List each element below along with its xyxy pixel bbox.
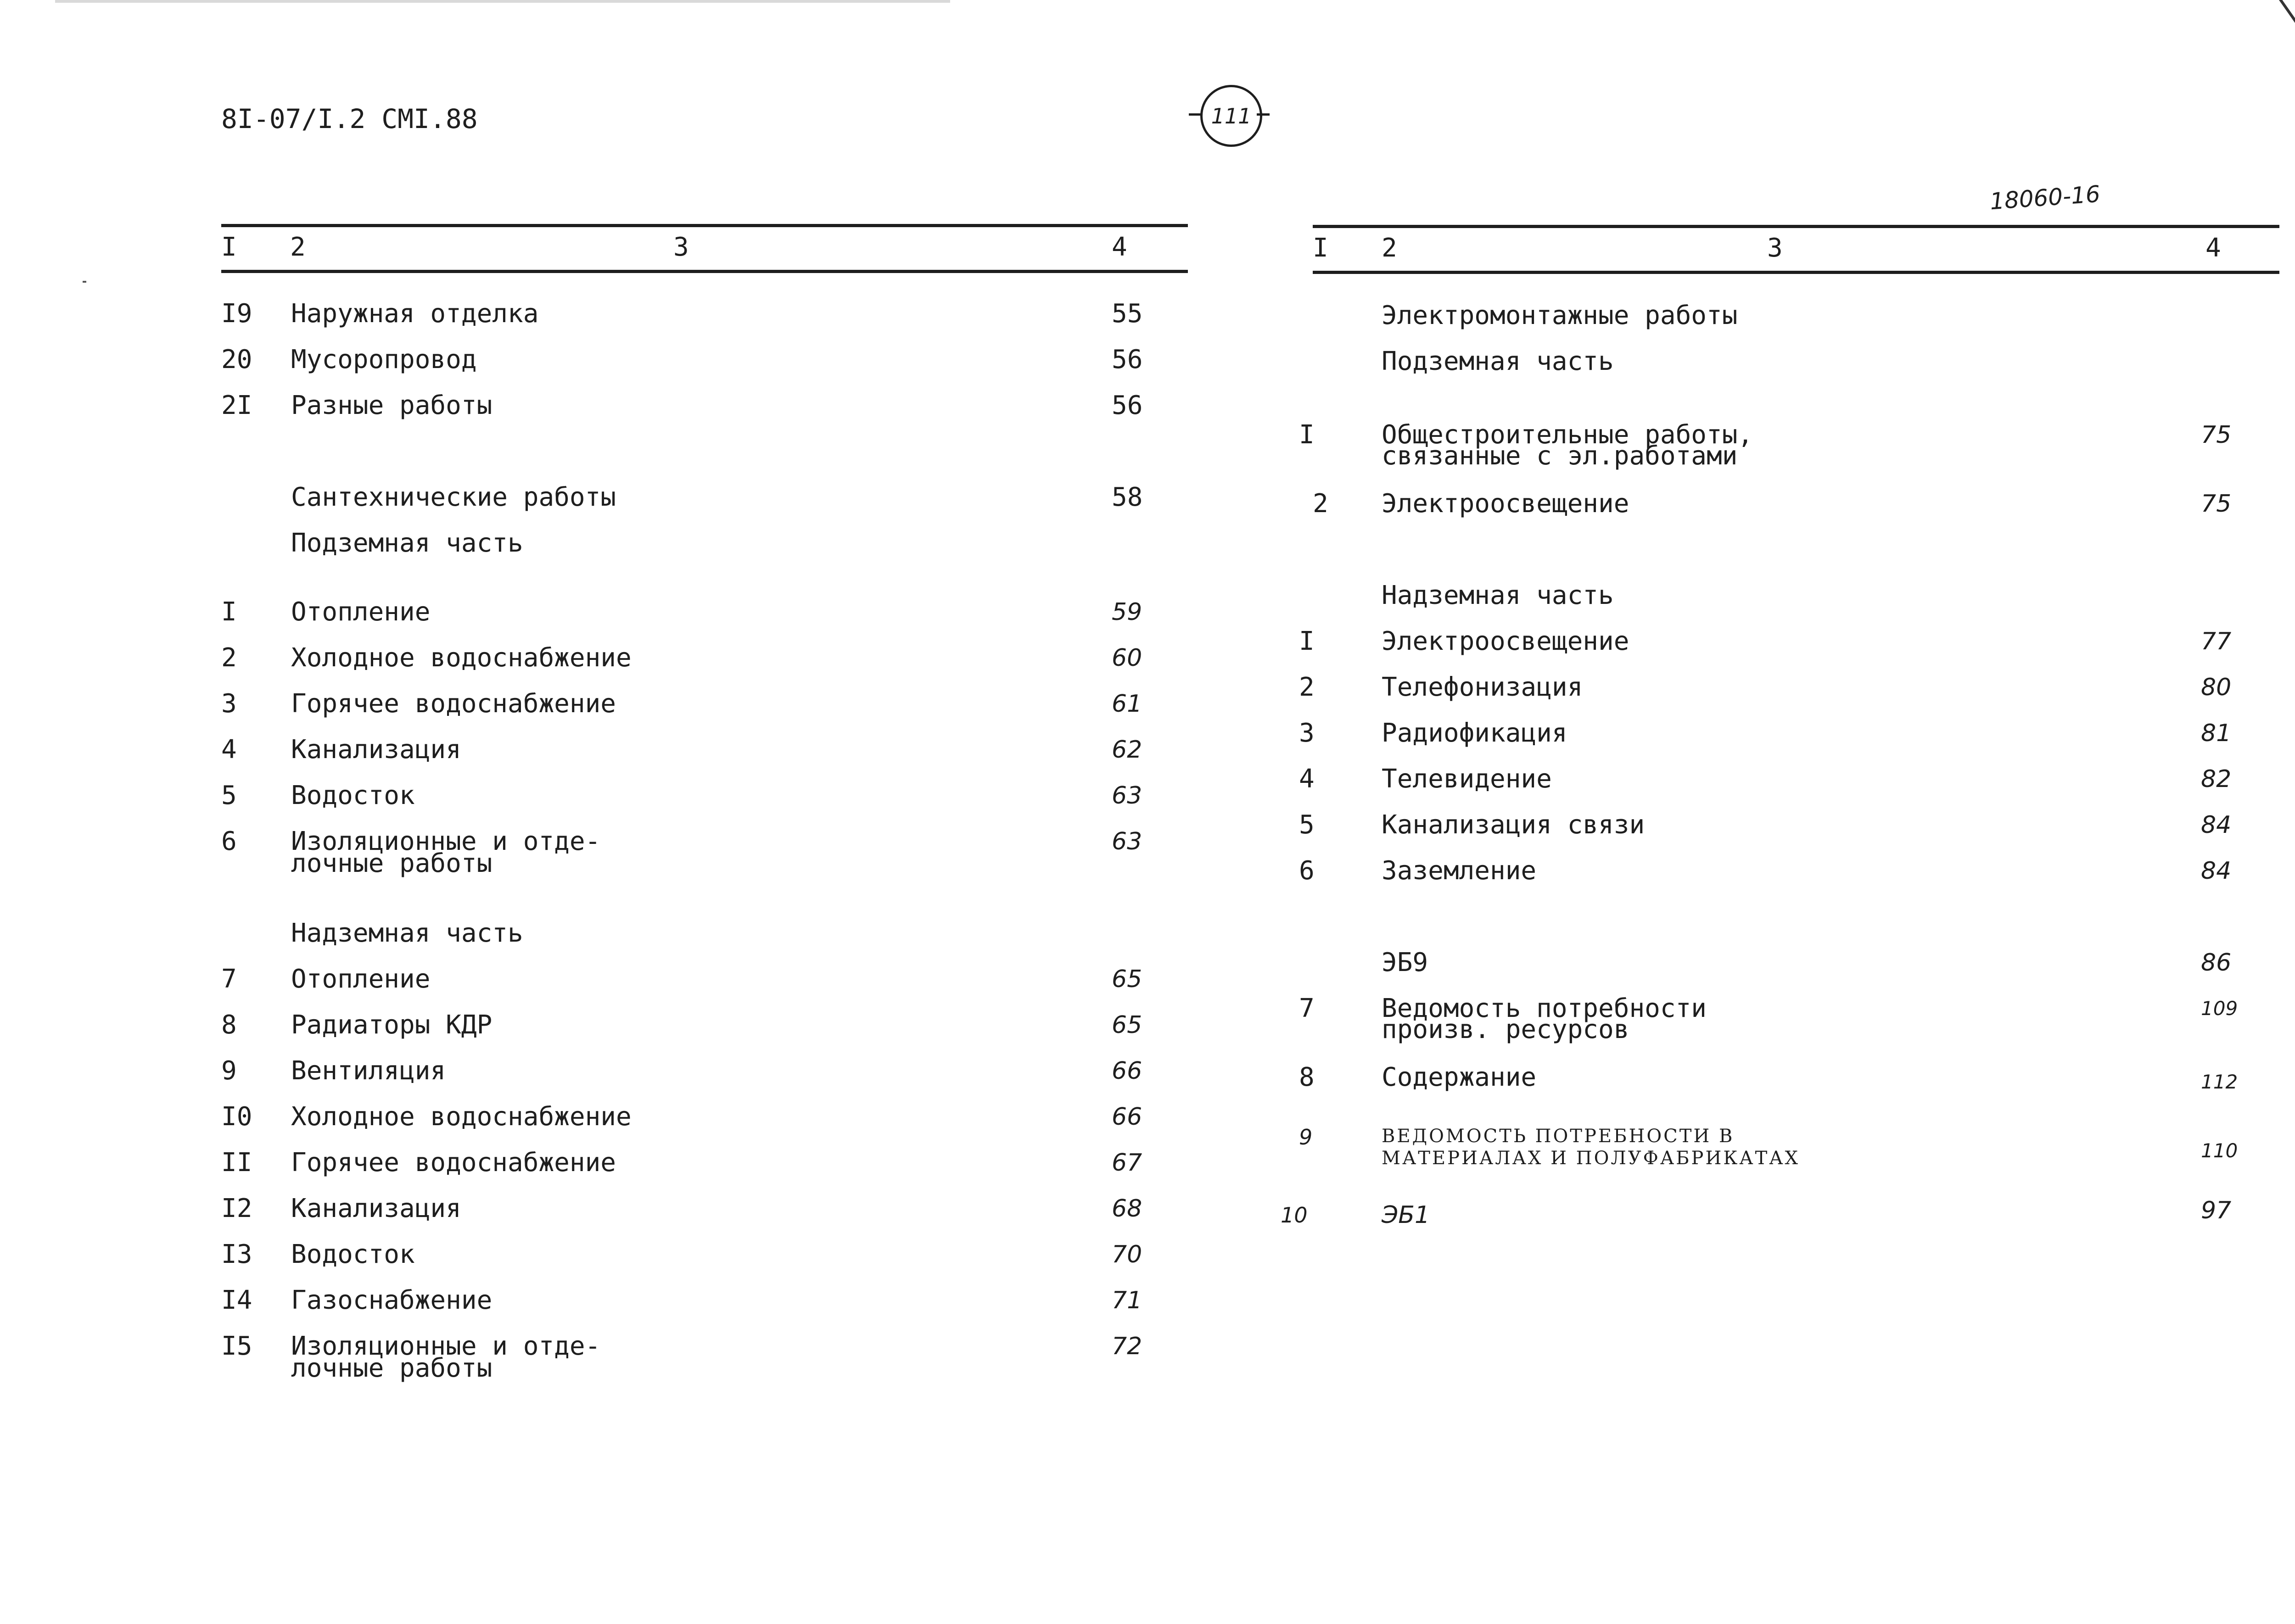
row-number: I3 [221, 1239, 252, 1269]
row-number: 8 [221, 1010, 237, 1040]
table-top-rule [221, 224, 1188, 227]
handwritten-note: 18060-16 [1989, 180, 2101, 215]
row-title: Канализация [291, 735, 461, 765]
subsection-heading: Надземная часть [291, 918, 523, 948]
table-header-rule [221, 270, 1188, 273]
table-header-rule [1313, 271, 2279, 274]
row-title: Электроосвещение [1382, 626, 1629, 656]
table-top-rule [1313, 225, 2279, 228]
row-title: ВЕДОМОСТЬ ПОТРЕБНОСТИ В [1382, 1126, 1735, 1147]
row-number: 7 [1299, 993, 1315, 1023]
row-page: 84 [2201, 857, 2232, 885]
row-number: I2 [221, 1194, 252, 1223]
row-page: 84 [2201, 811, 2232, 839]
row-number: 2 [1299, 672, 1315, 702]
row-number: 20 [221, 345, 252, 374]
row-title: Отопление [291, 597, 431, 627]
row-page: 56 [1112, 391, 1143, 420]
row-number: 8 [1299, 1062, 1315, 1092]
row-title: ЭБ1 [1382, 1201, 1430, 1229]
page-number-stamp [1189, 85, 1269, 149]
row-number: I [1299, 420, 1315, 450]
row-number: 9 [221, 1056, 237, 1086]
row-page: 75 [2201, 490, 2232, 518]
row-title: Телефонизация [1382, 672, 1583, 702]
row-page: 72 [1112, 1333, 1142, 1360]
row-page: 109 [2201, 997, 2238, 1020]
row-number: 2 [1313, 489, 1328, 519]
row-page: 65 [1112, 1011, 1142, 1039]
row-page: 68 [1112, 1195, 1142, 1222]
column-header-4: 4 [1112, 232, 1127, 262]
row-title: Канализация [291, 1194, 461, 1223]
row-number: 10 [1281, 1203, 1308, 1228]
row-title: Изоляционные и отде- [291, 826, 601, 856]
row-page: 75 [2201, 421, 2232, 449]
row-title: Газоснабжение [291, 1285, 493, 1315]
row-title-continuation: МАТЕРИАЛАХ И ПОЛУФАБРИКАТАХ [1382, 1148, 1800, 1169]
row-title: Радиаторы КДР [291, 1010, 493, 1040]
row-page: 66 [1112, 1103, 1142, 1131]
row-page: 66 [1112, 1057, 1142, 1085]
column-header-2: 2 [290, 232, 306, 262]
row-number: 3 [1299, 718, 1315, 748]
row-number: II [221, 1148, 252, 1178]
row-page: 80 [2201, 674, 2232, 701]
row-page: 71 [1112, 1287, 1142, 1314]
row-number: 4 [221, 735, 237, 765]
row-title: Водосток [291, 1239, 415, 1269]
row-number: 4 [1299, 764, 1315, 794]
row-number: 6 [1299, 856, 1315, 886]
page-number: 111 [1211, 103, 1252, 128]
row-title: Изоляционные и отде- [291, 1331, 601, 1361]
row-title: Мусоропровод [291, 345, 477, 374]
row-title: Ведомость потребности [1382, 993, 1707, 1023]
subsection-heading: Подземная часть [291, 528, 523, 558]
page-number-dash-right [1257, 113, 1270, 116]
column-header-3: 3 [1767, 233, 1783, 263]
row-title: Радиофикация [1382, 718, 1567, 748]
subsection-heading: Подземная часть [1382, 346, 1614, 376]
row-title: Холодное водоснабжение [291, 1102, 632, 1132]
row-page: 60 [1112, 644, 1142, 672]
row-page: 81 [2201, 720, 2232, 747]
row-title: Водосток [291, 781, 415, 810]
row-title-continuation: связанные с эл.работами [1382, 441, 1738, 471]
row-title: Горячее водоснабжение [291, 689, 616, 719]
row-page: 63 [1112, 828, 1142, 855]
row-page: 86 [2201, 949, 2232, 977]
row-page: 55 [1112, 299, 1143, 329]
page-number-circle [1200, 85, 1262, 147]
row-number: 5 [221, 781, 237, 810]
row-number: I [1299, 626, 1315, 656]
row-page: 63 [1112, 782, 1142, 809]
row-title-continuation: произв. ресурсов [1382, 1015, 1629, 1044]
column-header-3: 3 [673, 232, 689, 262]
row-number: I0 [221, 1102, 252, 1132]
page-number-dash-left [1189, 113, 1202, 116]
row-number: 5 [1299, 810, 1315, 840]
document-code: 8I-07/I.2 СМI.88 [221, 103, 478, 134]
row-title: Телевидение [1382, 764, 1552, 794]
row-title: Отопление [291, 964, 431, 994]
row-page: 65 [1112, 965, 1142, 993]
row-title: Заземление [1382, 856, 1537, 886]
row-page: 112 [2201, 1071, 2238, 1093]
row-page: 110 [2201, 1139, 2238, 1162]
row-title: Холодное водоснабжение [291, 643, 632, 673]
row-title: Разные работы [291, 391, 493, 420]
row-number: 2I [221, 391, 252, 420]
row-title: Общестроительные работы, [1382, 420, 1753, 450]
row-page: 61 [1112, 690, 1142, 718]
row-number: I5 [221, 1331, 252, 1361]
row-page: 77 [2201, 628, 2232, 655]
row-page: 70 [1112, 1241, 1142, 1268]
row-title: Электроосвещение [1382, 489, 1629, 519]
row-page: 56 [1112, 345, 1143, 374]
row-number: I4 [221, 1285, 252, 1315]
row-number: 9 [1299, 1125, 1313, 1150]
row-title: ЭБ9 [1382, 948, 1428, 977]
pen-stroke-mark [2279, 0, 2295, 60]
row-page: 58 [1112, 482, 1143, 512]
column-header-4: 4 [2205, 233, 2221, 263]
column-header-1: I [221, 232, 237, 262]
row-title: Канализация связи [1382, 810, 1645, 840]
column-header-1: I [1313, 233, 1328, 263]
row-page: 82 [2201, 765, 2232, 793]
subsection-heading: Надземная часть [1382, 580, 1614, 610]
row-number: 2 [221, 643, 237, 673]
row-title: Содержание [1382, 1062, 1537, 1092]
section-heading: Сантехнические работы [291, 482, 616, 512]
row-page: 97 [2201, 1197, 2232, 1224]
row-number: 6 [221, 826, 237, 856]
row-page: 67 [1112, 1149, 1142, 1177]
row-title-continuation: лочные работы [291, 848, 493, 878]
scan-speck [83, 281, 86, 283]
row-number: 7 [221, 964, 237, 994]
scan-artifact-top [55, 0, 950, 3]
row-title: Горячее водоснабжение [291, 1148, 616, 1178]
row-number: 3 [221, 689, 237, 719]
section-heading: Электромонтажные работы [1382, 301, 1738, 330]
row-page: 59 [1112, 598, 1142, 626]
row-number: I9 [221, 299, 252, 329]
row-title: Вентиляция [291, 1056, 446, 1086]
column-header-2: 2 [1382, 233, 1397, 263]
row-title-continuation: лочные работы [291, 1353, 493, 1383]
row-page: 62 [1112, 736, 1142, 764]
row-title: Наружная отделка [291, 299, 539, 329]
row-number: I [221, 597, 237, 627]
